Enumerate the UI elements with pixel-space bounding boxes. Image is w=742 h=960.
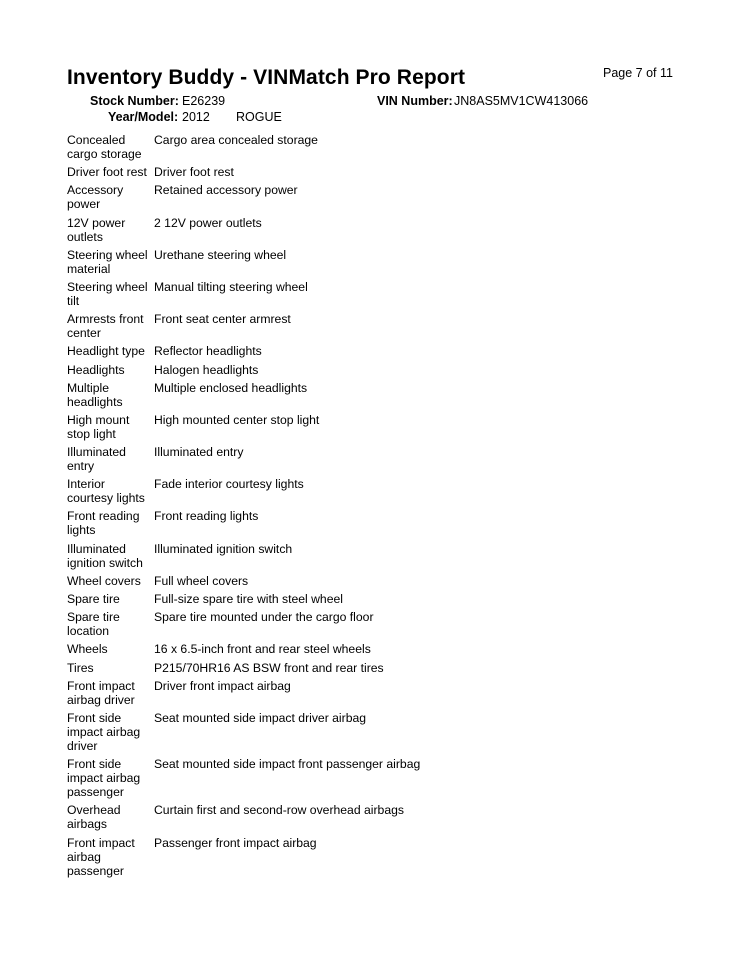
feature-name: Overhead airbags [67,803,121,832]
stock-number-label: Stock Number: [90,94,179,108]
feature-name: Tires [67,660,94,675]
feature-name: Wheel covers [67,573,141,588]
feature-row [67,344,667,358]
feature-row [67,133,667,161]
feature-row [67,445,667,473]
feature-row [67,679,667,707]
feature-name: Armrests front center [67,312,144,341]
feature-name: Illuminated entry [67,445,126,474]
feature-value: Curtain first and second-row overhead airbags [154,803,404,818]
feature-value: Manual tilting steering wheel [154,279,308,294]
feature-value: Spare tire mounted under the cargo floor [154,610,374,625]
feature-row [67,248,667,276]
feature-name: 12V power outlets [67,215,126,244]
feature-value: High mounted center stop light [154,412,320,427]
feature-row [67,711,667,753]
feature-row [67,280,667,308]
feature-row [67,165,667,179]
feature-value: Reflector headlights [154,344,262,359]
feature-name: Front reading lights [67,509,140,538]
feature-value: Passenger front impact airbag [154,835,317,850]
feature-name: Steering wheel tilt [67,279,148,308]
feature-row [67,661,667,675]
feature-name: Headlights [67,362,125,377]
stock-number-value: E26239 [182,94,226,108]
feature-name: Driver foot rest [67,165,147,180]
feature-value: 16 x 6.5-inch front and rear steel wheels [154,642,371,657]
feature-value: Illuminated entry [154,445,244,460]
feature-name: Headlight type [67,344,145,359]
feature-name: Interior courtesy lights [67,477,145,506]
feature-row [67,542,667,570]
report-title: Inventory Buddy - VINMatch Pro Report [67,66,466,89]
feature-value: Retained accessory power [154,183,298,198]
feature-name: Steering wheel material [67,247,148,276]
feature-name: Front side impact airbag passenger [67,757,141,800]
feature-value: Front reading lights [154,509,259,524]
feature-value: Multiple enclosed headlights [154,380,308,395]
year-model-label: Year/Model: [108,110,179,124]
feature-row [67,363,667,377]
feature-row [67,610,667,638]
feature-name: Spare tire location [67,610,120,639]
feature-name: Spare tire [67,592,120,606]
feature-value: Seat mounted side impact driver airbag [154,710,367,725]
feature-name: Concealed cargo storage [67,133,142,161]
feature-row [67,642,667,656]
feature-name: Illuminated ignition switch [67,541,143,570]
feature-name: Front impact airbag driver [67,678,135,707]
feature-value: Seat mounted side impact front passenger airbag [154,757,421,772]
feature-name: Multiple headlights [67,380,123,409]
feature-row [67,216,667,244]
feature-value: Urethane steering wheel [154,247,287,262]
feature-value: Illuminated ignition switch [154,541,293,556]
feature-name: Front impact airbag passenger [67,835,135,878]
vin-number-value: JN8AS5MV1CW413066 [454,94,589,108]
feature-value: Cargo area concealed storage [154,133,318,147]
feature-name: Accessory power [67,183,124,212]
feature-row [67,413,667,441]
feature-value: Front seat center armrest [154,312,291,327]
feature-name: High mount stop light [67,412,130,441]
feature-row [67,381,667,409]
feature-value: Driver foot rest [154,165,234,180]
feature-row [67,574,667,588]
feature-row [67,312,667,340]
feature-row [67,757,667,799]
page-number: Page 7 of 11 [603,66,673,80]
feature-row [67,592,667,606]
feature-value: Fade interior courtesy lights [154,477,304,492]
model-value: ROGUE [236,110,282,124]
feature-value: 2 12V power outlets [154,215,262,230]
year-value: 2012 [182,110,210,124]
feature-row [67,477,667,505]
feature-value: Halogen headlights [154,362,259,377]
feature-name: Wheels [67,642,108,657]
feature-row [67,183,667,211]
feature-name: Front side impact airbag driver [67,710,141,753]
feature-value: Driver front impact airbag [154,678,291,693]
feature-list [67,133,667,882]
feature-value: P215/70HR16 AS BSW front and rear tires [154,660,384,675]
feature-row [67,836,667,878]
feature-value: Full wheel covers [154,573,249,588]
feature-row [67,509,667,537]
feature-row [67,803,667,831]
vin-number-label: VIN Number: [377,94,453,108]
feature-value: Full-size spare tire with steel wheel [154,592,343,606]
